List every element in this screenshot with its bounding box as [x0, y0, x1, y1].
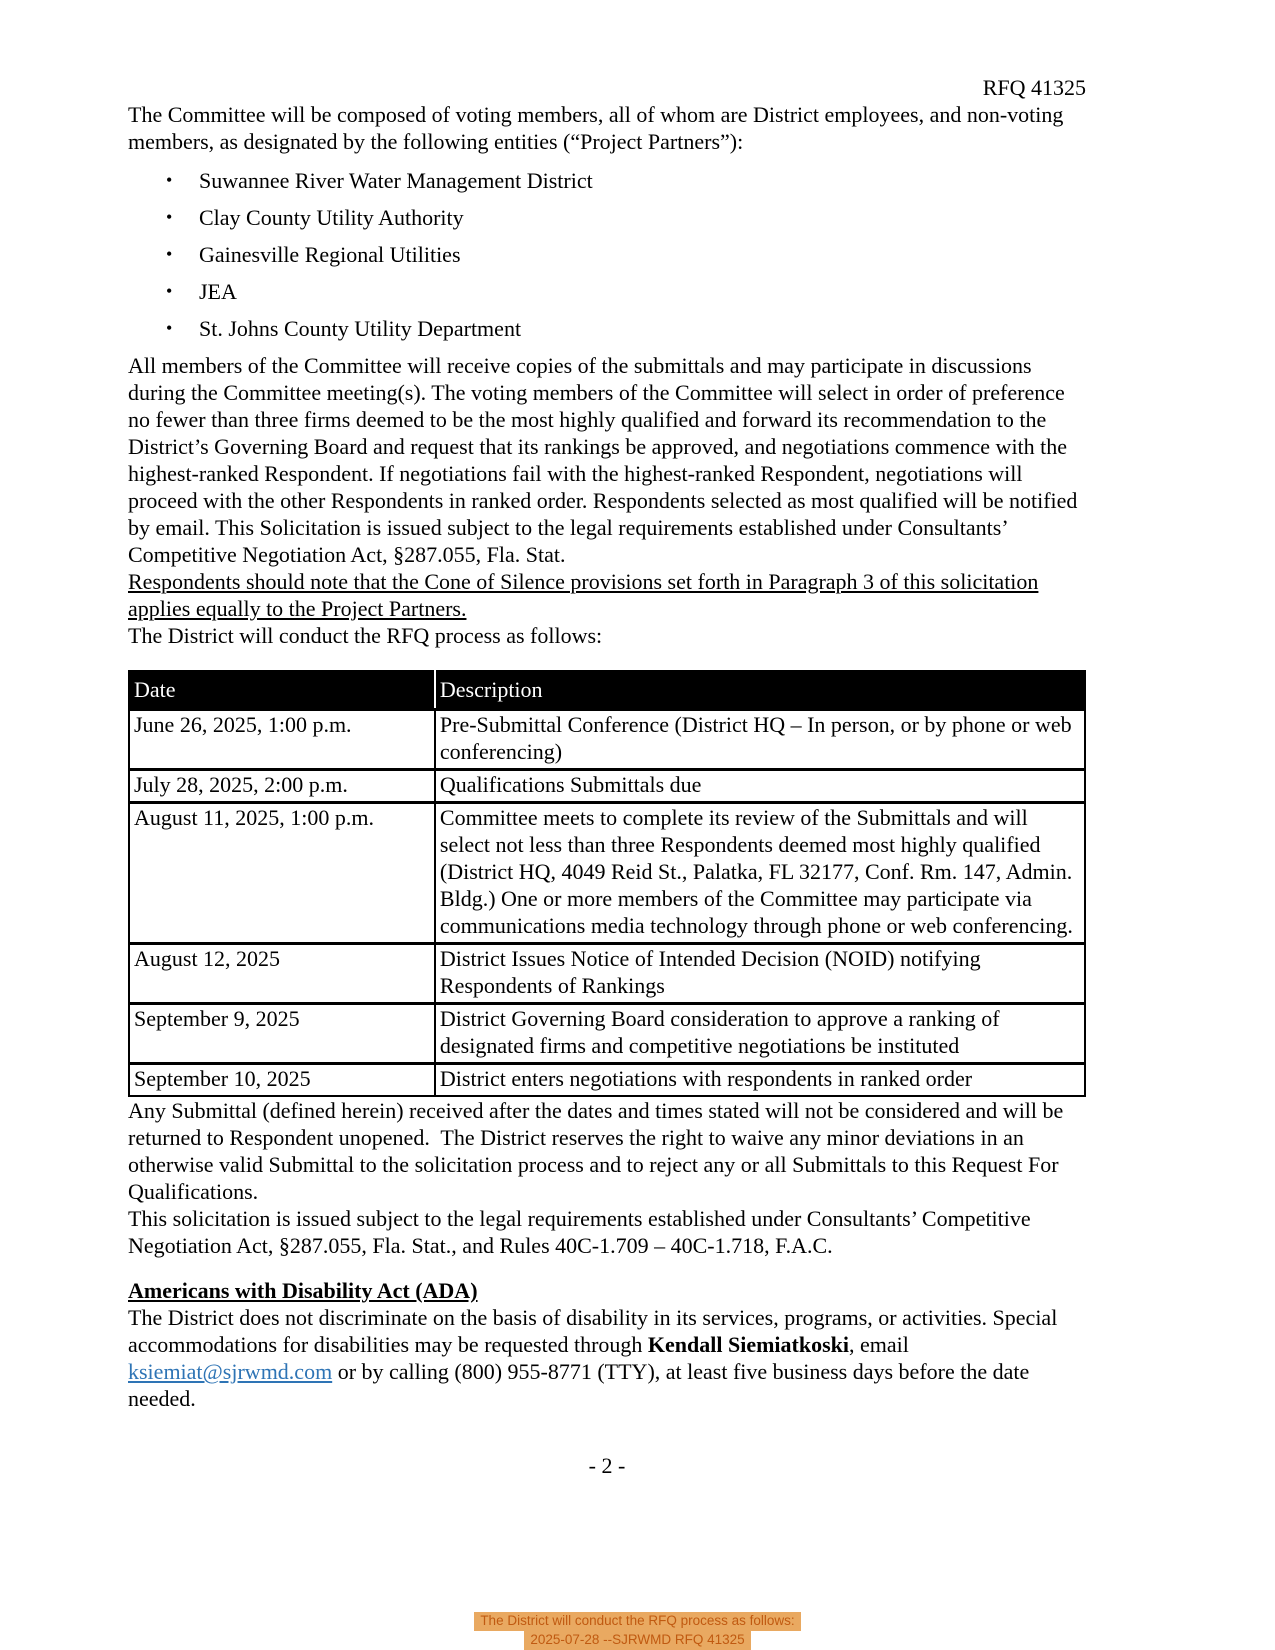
table-header-date: Date: [129, 671, 435, 710]
table-row: [129, 1064, 1085, 1097]
table-header-description: Description: [435, 671, 1085, 710]
partner-name: Gainesville Regional Utilities: [199, 242, 461, 267]
ada-paragraph: [128, 1304, 1086, 1412]
cone-of-silence-note: Respondents should note that the Cone of Silence provisions set forth in Paragraph 3 of this solicitation applies equally to the Project Partners.: [128, 569, 1039, 621]
schedule-date-cell: June 26, 2025, 1:00 p.m.: [129, 710, 435, 770]
schedule-description-cell: Committee meets to complete its review of the Submittals and will select not less than three Respondents deemed most highly qualified (District HQ, 4049 Reid St., Palatka, FL 32177, Conf. Rm. 147, Admin. Bldg.) One or more members of the Committee may participate via communications media technology through phone or web conferencing.: [435, 803, 1085, 944]
bullet-icon: [166, 315, 199, 342]
doc-reference: RFQ 41325: [982, 75, 1086, 100]
schedule-date-cell: September 10, 2025: [129, 1064, 435, 1097]
ada-contact-name: Kendall Siemiatkoski: [647, 1332, 850, 1357]
table-row: [129, 1004, 1085, 1064]
committee-paragraph: All members of the Committee will receive copies of the submittals and may participate in discussions during the Committee meeting(s). The voting members of the Committee will select in order of preference no fewer than three firms deemed to be the most highly qualified and forward its recommendation to the District’s Governing Board and request that its rankings be approved, and negotiations commence with the highest-ranked Respondent. If negotiations fail with the highest-ranked Respondent, negotiations will proceed with the other Respondents in ranked order. Respondents selected as most qualified will be notified by email. This Solicitation is issued subject to the legal requirements established under Consultants’ Competitive Negotiation Act, §287.055, Fla. Stat.: [128, 353, 1078, 567]
schedule-date-cell: August 11, 2025, 1:00 p.m.: [129, 803, 435, 944]
schedule-date-cell: August 12, 2025: [129, 944, 435, 1004]
partner-list-item: [128, 204, 1086, 231]
ada-text-after-name: , email: [849, 1332, 909, 1357]
partner-name: St. Johns County Utility Department: [199, 316, 522, 341]
table-row: [129, 803, 1085, 944]
page-number: - 2 -: [588, 1453, 626, 1478]
rfq-schedule-table: [128, 670, 1086, 1097]
schedule-description-cell: Pre-Submittal Conference (District HQ – In person, or by phone or web conferencing): [435, 710, 1085, 770]
partner-name: JEA: [199, 279, 237, 304]
overlay-line-2: 2025-07-28 --SJRWMD RFQ 41325: [524, 1631, 750, 1650]
footer-annotation-overlay: [0, 1612, 1275, 1650]
partner-list-item: [128, 241, 1086, 268]
table-row: [129, 710, 1085, 770]
schedule-date-cell: July 28, 2025, 2:00 p.m.: [129, 770, 435, 803]
schedule-description-cell: District Issues Notice of Intended Decision (NOID) notifying Respondents of Rankings: [435, 944, 1085, 1004]
bullet-icon: [166, 167, 199, 194]
schedule-description-cell: District enters negotiations with respondents in ranked order: [435, 1064, 1085, 1097]
partner-name: Suwannee River Water Management District: [199, 168, 593, 193]
table-row: [129, 944, 1085, 1004]
table-row: [129, 770, 1085, 803]
partner-list-item: [128, 315, 1086, 342]
bullet-icon: [166, 204, 199, 231]
bullet-icon: [166, 278, 199, 305]
email-link[interactable]: ksiemiat@sjrwmd.com: [128, 1359, 333, 1384]
project-partners-list: [128, 167, 1086, 342]
ada-heading: Americans with Disability Act (ADA): [128, 1278, 478, 1303]
process-intro: The District will conduct the RFQ process as follows:: [128, 623, 603, 648]
intro-paragraph: The Committee will be composed of voting members, all of whom are District employees, and non-voting members, as designated by the following entities (“Project Partners”):: [128, 102, 1064, 154]
schedule-description-cell: District Governing Board consideration to approve a ranking of designated firms and competitive negotiations be instituted: [435, 1004, 1085, 1064]
table-header-row: [129, 671, 1085, 710]
schedule-date-cell: September 9, 2025: [129, 1004, 435, 1064]
ada-text-before-name: The District does not discriminate on the basis of disability in its services, programs, or activities. Special accommodations for disabilities may be requested through: [128, 1305, 1058, 1357]
overlay-line-1: The District will conduct the RFQ process as follows:: [474, 1612, 800, 1631]
partner-list-item: [128, 167, 1086, 194]
schedule-description-cell: Qualifications Submittals due: [435, 770, 1085, 803]
ada-text-after-link: or by calling (800) 955-8771 (TTY), at least five business days before the date needed.: [128, 1359, 1030, 1411]
partner-list-item: [128, 278, 1086, 305]
late-submittal-paragraph: Any Submittal (defined herein) received after the dates and times stated will not be considered and will be returned to Respondent unopened. The District reserves the right to waive any minor deviations in an otherwise valid Submittal to the solicitation process and to reject any or all Submittals to this Request For Qualifications.: [128, 1098, 1064, 1204]
bullet-icon: [166, 241, 199, 268]
legal-paragraph: This solicitation is issued subject to the legal requirements established under Consultants’ Competitive Negotiation Act, §287.055, Fla. Stat., and Rules 40C-1.709 – 40C-1.718, F.A.C.: [128, 1206, 1031, 1258]
document-page: [128, 0, 1086, 1479]
partner-name: Clay County Utility Authority: [199, 205, 464, 230]
